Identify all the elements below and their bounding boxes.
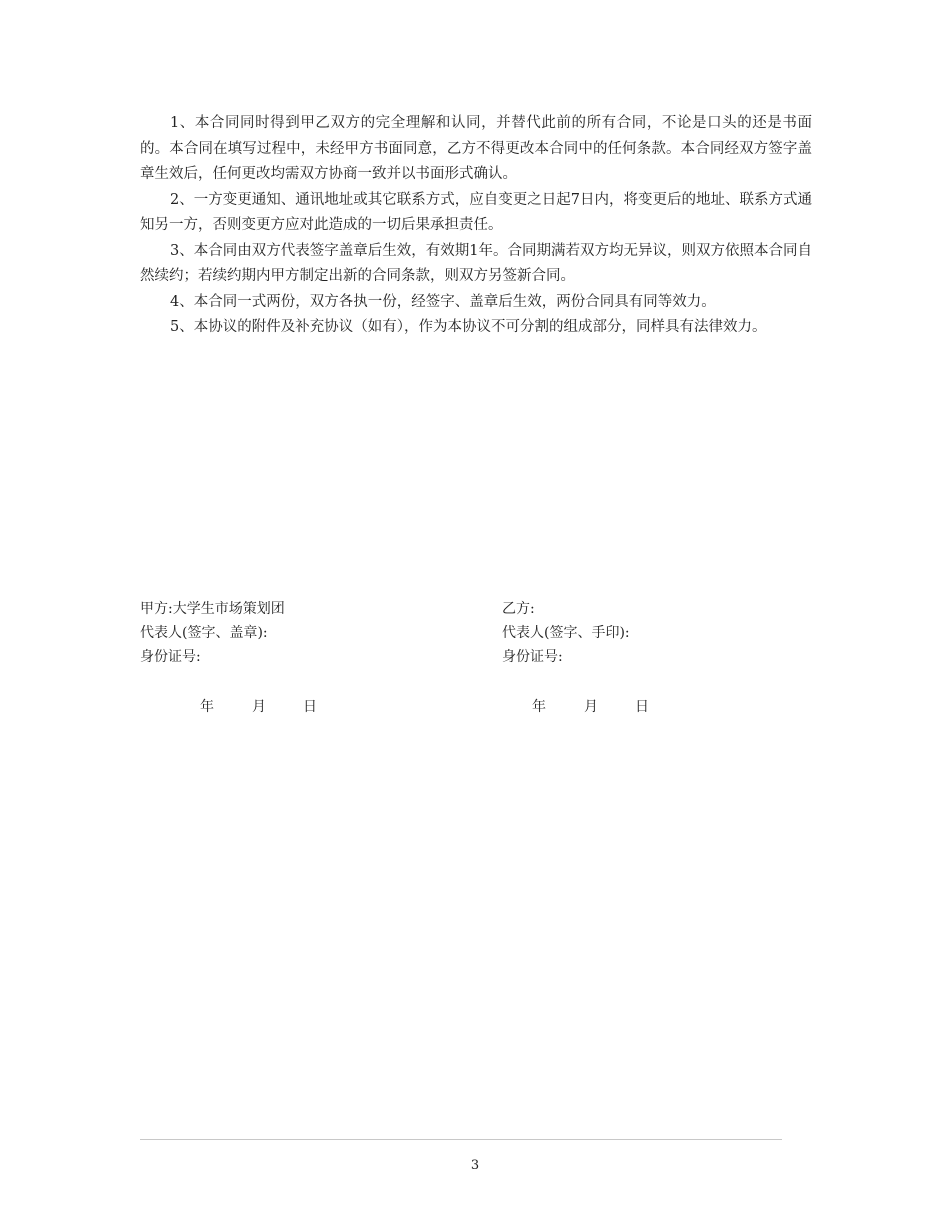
party-b-date-month: 月 bbox=[584, 699, 598, 715]
party-b-name: 乙方: bbox=[502, 601, 535, 617]
clause-2: 2、一方变更通知、通讯地址或其它联系方式，应自变更之日起7日内，将变更后的地址、联系方式通知另一方，否则变更方应对此造成的一切后果承担责任。 bbox=[140, 191, 812, 233]
party-b-representative: 代表人(签字、手印): bbox=[502, 625, 630, 641]
clause-1: 1、本合同同时得到甲乙双方的完全理解和认同，并替代此前的所有合同，不论是口头的还是书面的。本合同在填写过程中，未经甲方书面同意，乙方不得更改本合同中的任何条款。本合同经双方签字盖章生效后，任何更改均需双方协商一致并以书面形式确认。 bbox=[140, 115, 812, 182]
party-b-signature-block bbox=[502, 597, 630, 669]
party-a-name: 甲方:大学生市场策划团 bbox=[140, 601, 285, 617]
clause-4: 4、本合同一式两份，双方各执一份，经签字、盖章后生效，两份合同具有同等效力。 bbox=[170, 293, 716, 310]
party-b-date-day: 日 bbox=[635, 699, 649, 715]
contract-clauses bbox=[140, 111, 812, 341]
page-number: 3 bbox=[470, 1158, 480, 1173]
party-a-date-month: 月 bbox=[252, 699, 266, 715]
party-b-id-number: 身份证号: bbox=[502, 649, 563, 665]
party-a-date-year: 年 bbox=[200, 699, 214, 715]
party-a-date-day: 日 bbox=[303, 699, 317, 715]
party-a-id-number: 身份证号: bbox=[140, 649, 201, 665]
party-b-date-year: 年 bbox=[532, 699, 546, 715]
party-a-signature-block bbox=[140, 597, 285, 669]
party-a-representative: 代表人(签字、盖章): bbox=[140, 625, 268, 641]
clause-5: 5、本协议的附件及补充协议（如有），作为本协议不可分割的组成部分，同样具有法律效力。 bbox=[170, 319, 767, 335]
footer-divider bbox=[140, 1139, 782, 1140]
clause-3: 3、本合同由双方代表签字盖章后生效，有效期1年。合同期满若双方均无异议，则双方依照本合同自然续约；若续约期内甲方制定出新的合同条款，则双方另签新合同。 bbox=[140, 242, 812, 284]
